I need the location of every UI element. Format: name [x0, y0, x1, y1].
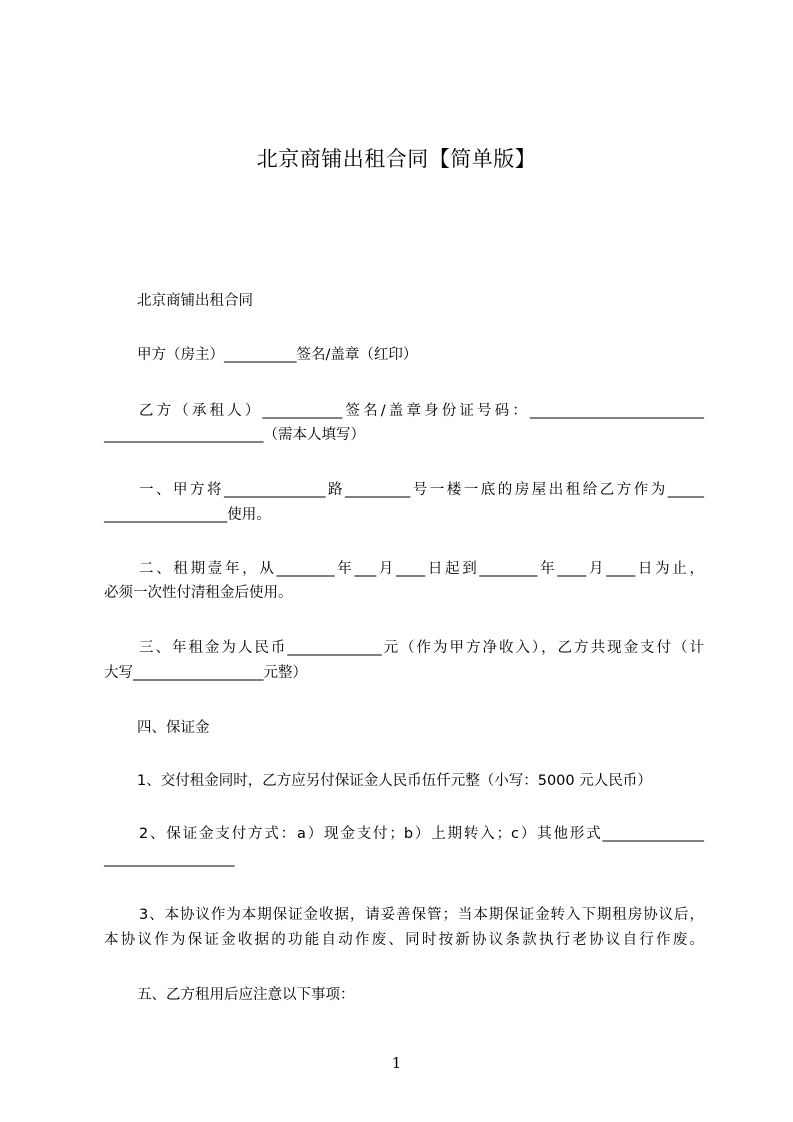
party-a-line: 甲方（房主）__________签名/盖章（红印） — [137, 347, 418, 363]
contract-heading: 北京商铺出租合同 — [137, 293, 253, 309]
party-b-line-cont: ______________________（需本人填写） — [104, 427, 365, 443]
clause-4-heading: 四、保证金 — [137, 720, 210, 736]
deposit-item-2: 2、保证金支付方式：a）现金支付；b）上期转入；c）其他形式______________ — [139, 826, 704, 842]
clause-5-heading: 五、乙方租用后应注意以下事项： — [137, 987, 355, 1003]
party-b-line: 乙方（承租人）___________签名/盖章身份证号码：________________________ — [139, 403, 704, 419]
clause-3-line: 三、年租金为人民币_____________元（作为甲方净收入），乙方共现金支付（计 — [139, 640, 704, 656]
deposit-item-3-cont: 本协议作为保证金收据的功能自动作废、同时按新协议条款执行老协议自行作废。 — [104, 932, 704, 948]
clause-3-line-cont: 大写__________________元整） — [104, 665, 307, 681]
document-title: 北京商铺出租合同【简单版】 — [256, 147, 537, 171]
clause-1-line: 一、甲方将______________路_________号一楼一底的房屋出租给乙方作为_____ — [139, 482, 704, 498]
clause-2-line-cont: 必须一次性付清租金后使用。 — [104, 585, 293, 601]
deposit-item-3: 3、本协议作为本期保证金收据，请妥善保管；当本期保证金转入下期租房协议后， — [139, 907, 704, 923]
deposit-item-1: 1、交付租金同时，乙方应另付保证金人民币伍仟元整（小写：5000 元人民币） — [137, 773, 652, 789]
clause-2-line: 二、租期壹年，从________年___月____日起到________年____月____日为止， — [139, 561, 704, 577]
page-number: 1 — [391, 1054, 402, 1072]
clause-1-line-cont: _________________使用。 — [104, 507, 271, 523]
deposit-item-2-cont: __________________ — [104, 851, 235, 867]
